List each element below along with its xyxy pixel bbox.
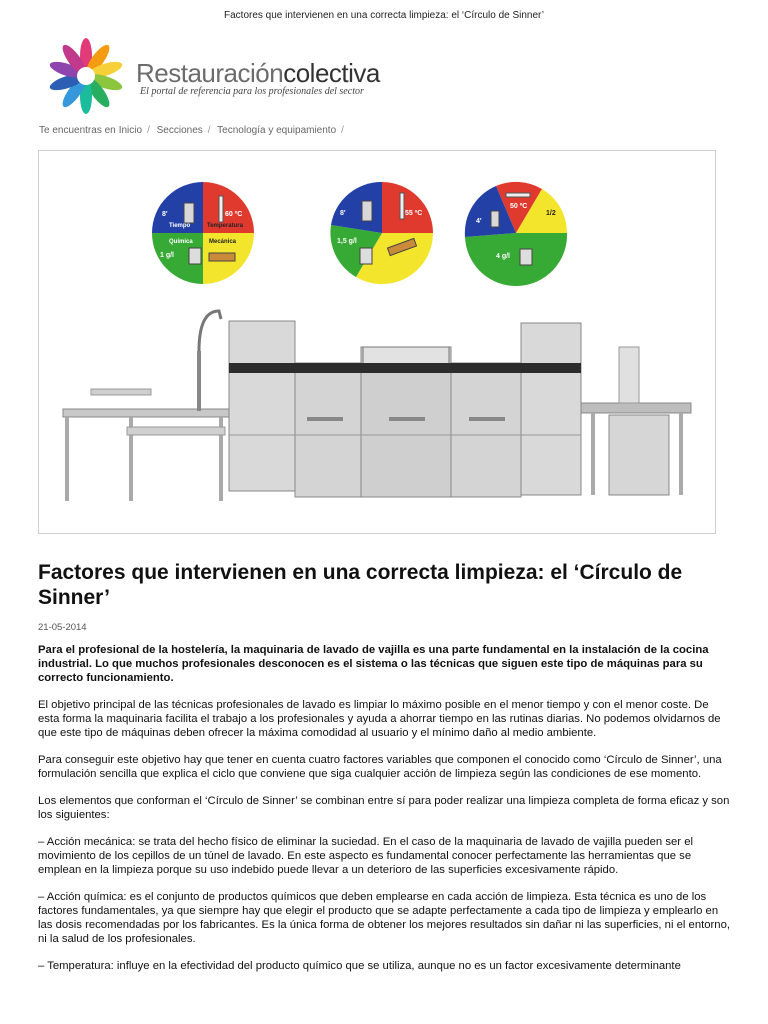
article-paragraph: – Acción química: es el conjunto de productos químicos que deben emplearse en cada acción de limpieza. Esta técnica es uno de los factores fundamentales, ya que siempre hay que elegir el producto que se adapte perfectamente a cada tipo de limpieza y emplearlo en las dosis recomendadas por los fabricantes. Es la única forma de obtener los mejores resultados sin dañar ni las superficies, ni el entorno, ni la salud de los profesionales. — [38, 891, 730, 945]
hero-image — [38, 150, 716, 534]
chart2-value-chem: 1,5 g/l — [337, 238, 357, 245]
chart1-value-temp: 60 ºC — [225, 211, 243, 218]
breadcrumb-link-inicio[interactable]: Inicio — [118, 125, 143, 136]
chart3-value-time: 4' — [476, 218, 482, 225]
chart1-label-mech: Mecánica — [209, 239, 237, 245]
logo-flower-icon — [40, 36, 132, 116]
site-logo[interactable] — [40, 36, 440, 116]
article-title: Factores que intervienen en una correcta limpieza: el ‘Círculo de Sinner’ — [38, 561, 683, 609]
article-paragraph: Los elementos que conforman el ‘Círculo de Sinner’ se combinan entre sí para poder realizar una limpieza completa de forma eficaz y son los siguientes: — [38, 795, 730, 821]
sinner-circle-chart-3 — [465, 182, 567, 286]
chart3-value-chem: 4 g/l — [496, 253, 511, 260]
article-paragraph: Para conseguir este objetivo hay que tener en cuenta cuatro factores variables que componen el conocido como ‘Círculo de Sinner’, una formulación sencilla que explica el ciclo que conviene que siga cualquier acción de limpieza según las condiciones de ese momento. — [38, 754, 722, 780]
article-body — [38, 643, 730, 986]
chart1-label-time: Tiempo — [169, 223, 191, 229]
article-lead: Para el profesional de la hostelería, la maquinaria de lavado de vajilla es una parte fundamental en la instalación de la cocina industrial. Lo que muchos profesionales desconocen es el sistema o las técnicas que siguen este tipo de máquinas para su correcto funcionamiento. — [38, 644, 709, 684]
breadcrumb-link-secciones[interactable]: Secciones — [156, 125, 203, 136]
chart3-value-mech: 1/2 — [546, 210, 556, 217]
article-paragraph: – Acción mecánica: se trata del hecho físico de eliminar la suciedad. En el caso de la maquinaria de lavado de vajilla pueden ser el movimiento de los cepillos de un túnel de lavado. En este aspecto es fundamental conocer perfectamente las herramientas que se emplean en la limpieza porque su uso indebido puede llevar a un deterioro de las superficies excesivamente rápido. — [38, 836, 693, 876]
breadcrumb-link-tecnologia[interactable]: Tecnología y equipamiento — [217, 125, 337, 136]
logo-wordmark: Restauracióncolectiva — [136, 58, 380, 88]
logo-tagline: El portal de referencia para los profesionales del sector — [140, 86, 364, 97]
sinner-circle-chart-1 — [152, 182, 254, 284]
breadcrumb-prefix: Te encuentras en — [39, 125, 116, 136]
chart1-value-time: 8' — [162, 211, 168, 218]
chart3-value-temp: 50 ºC — [510, 203, 528, 210]
chart1-label-chem: Química — [169, 239, 193, 245]
document-title: Factores que intervienen en una correcta limpieza: el ‘Círculo de Sinner’ — [224, 10, 544, 21]
chart1-label-temp: Temperatura — [207, 223, 243, 229]
sinner-circle-chart-2 — [330, 182, 433, 284]
chart2-value-temp: 55 ºC — [405, 210, 423, 217]
article-paragraph: El objetivo principal de las técnicas profesionales de lavado es limpiar lo máximo posible en el menor tiempo y con el menor coste. De esta forma la maquinaria facilita el trabajo a los profesionales y ayuda a ahorrar tiempo en las rutinas diarias. No podemos olvidarnos de que este tipo de máquinas deben ofrecer la máxima comodidad al usuario y el mínimo daño al medio ambiente. — [38, 699, 721, 739]
article-paragraph: – Temperatura: influye en la efectividad del producto químico que se utiliza, aunque no es un factor excesivamente determinante — [38, 960, 681, 972]
chart2-value-time: 8' — [340, 210, 346, 217]
chart1-value-chem: 1 g/l — [160, 252, 175, 259]
dishwasher-line-illustration — [63, 311, 691, 501]
article-date: 21-05-2014 — [38, 622, 87, 633]
breadcrumb: Te encuentras en Inicio / Secciones / Tecnología y equipamiento / — [39, 125, 344, 136]
